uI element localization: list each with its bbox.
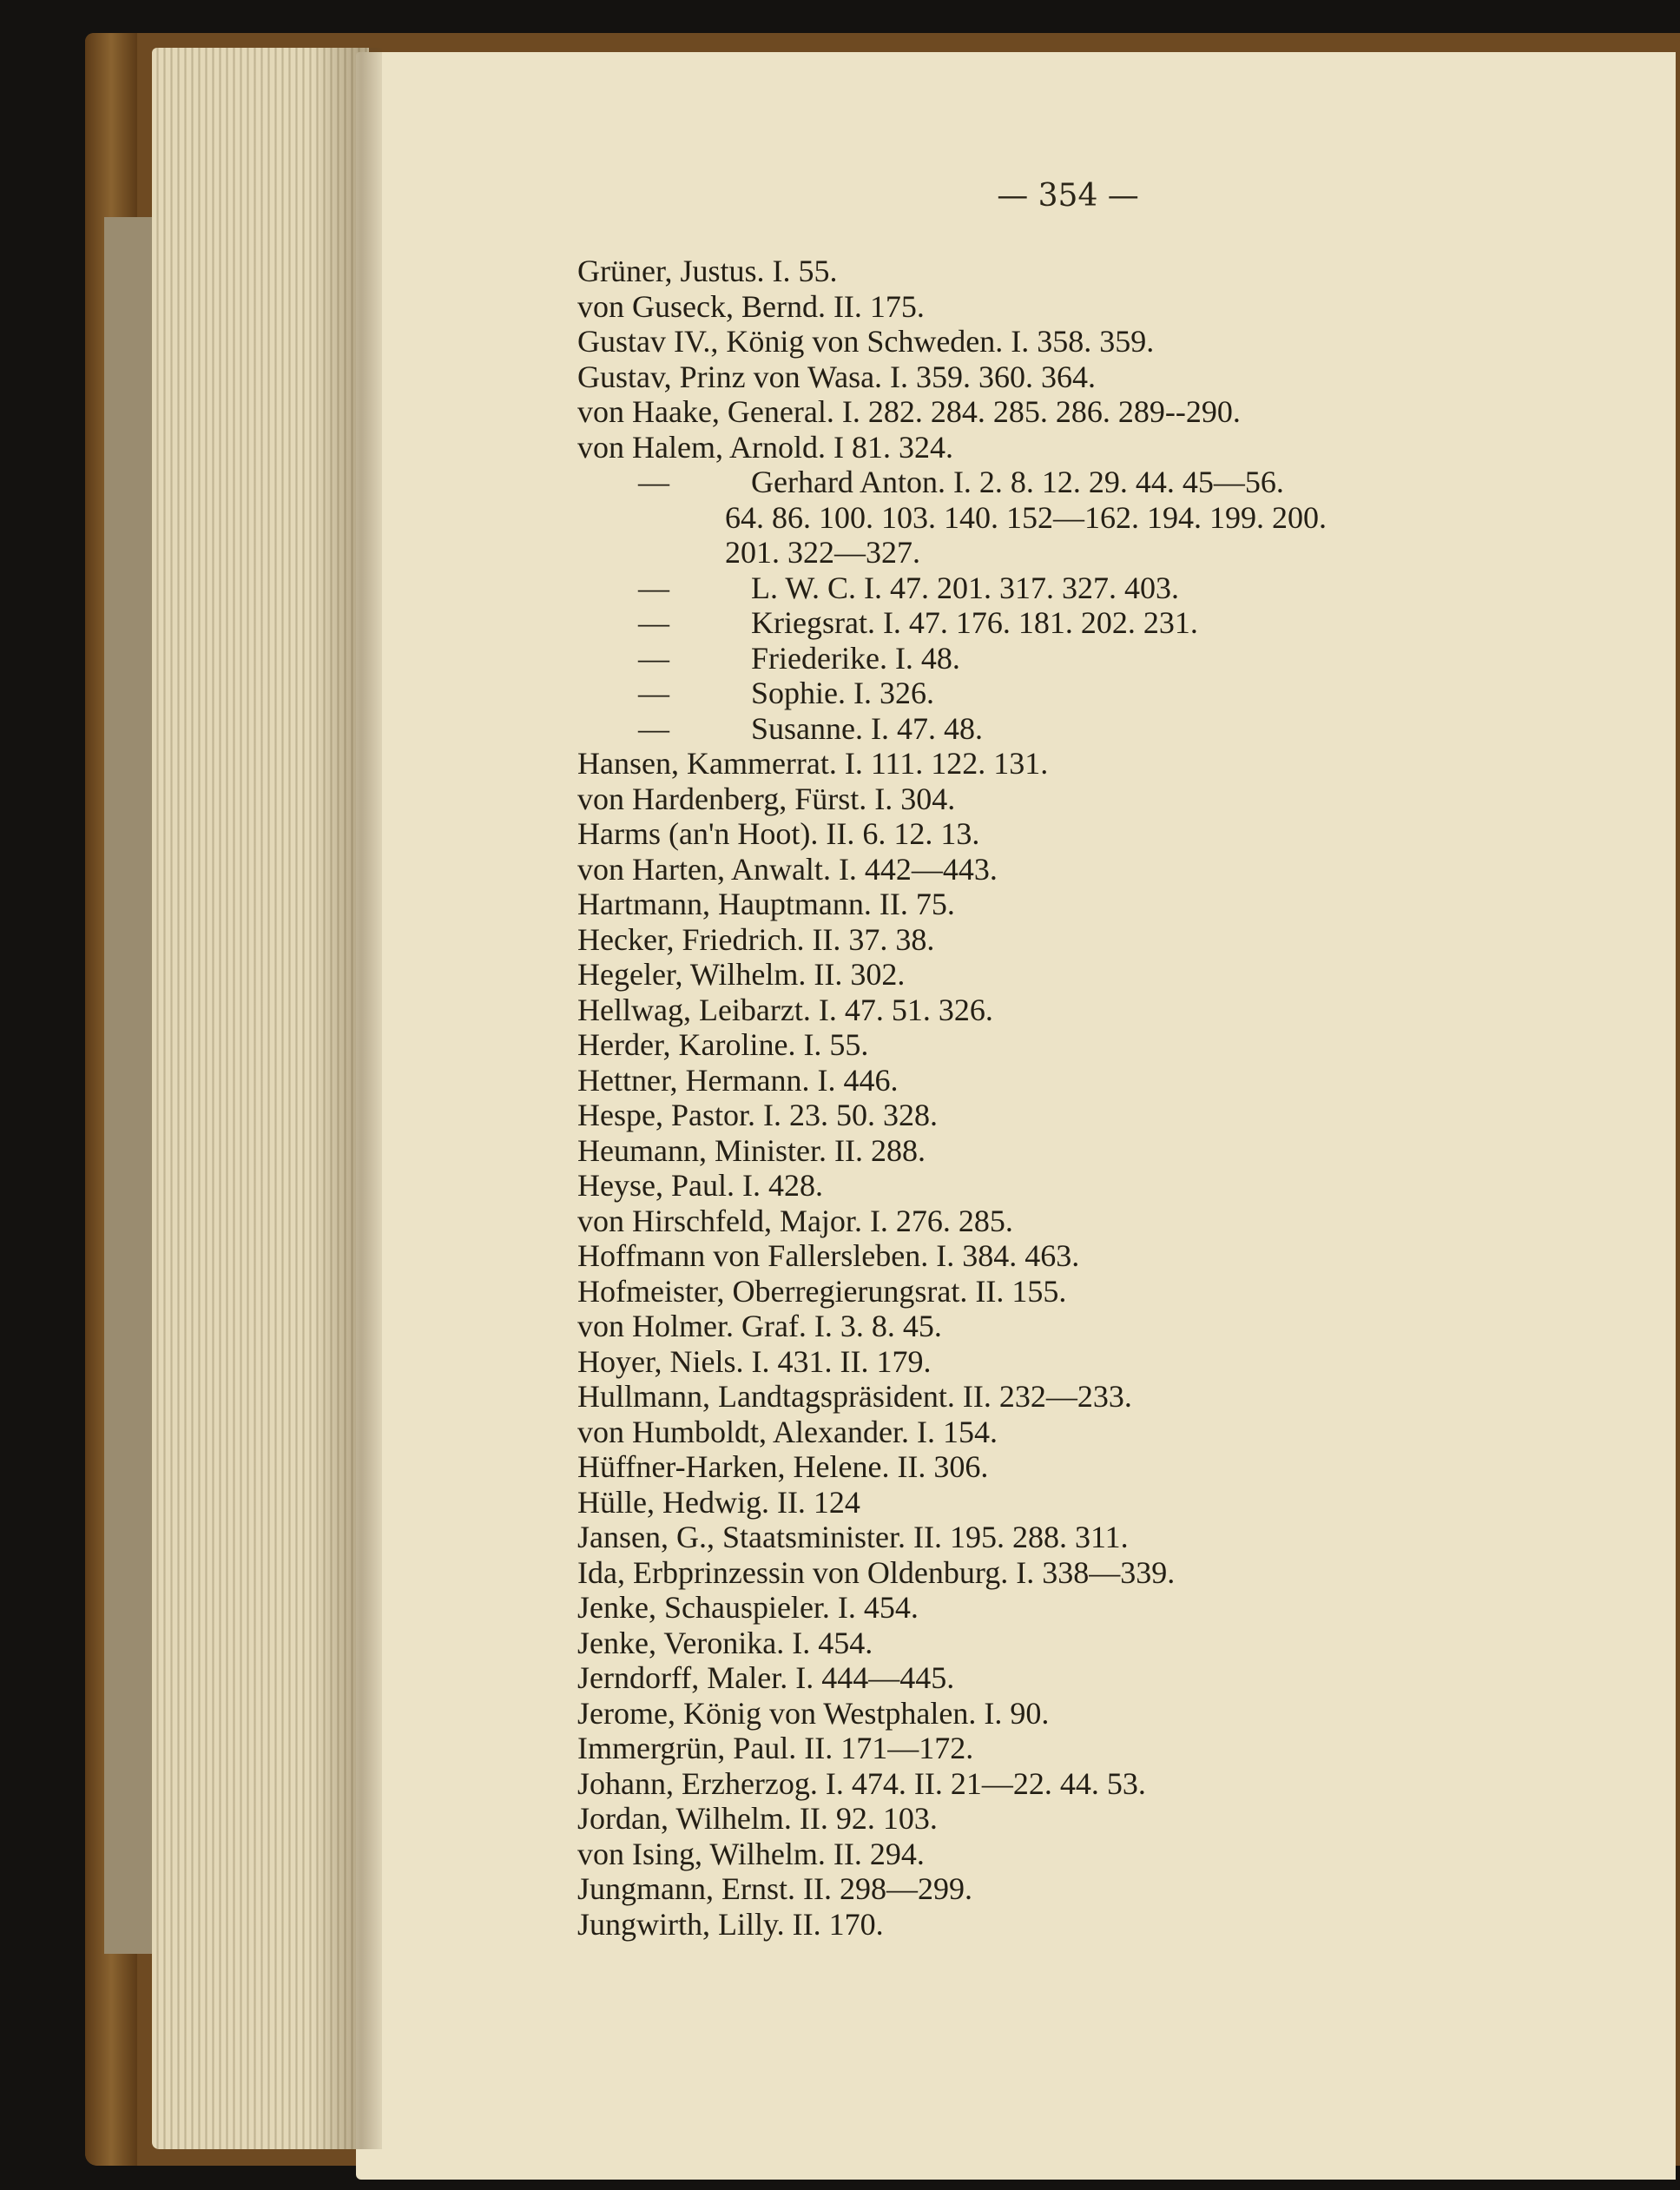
ditto-dash: — [638,640,669,676]
entry-text: von Hirschfeld, Major. I. 276. 285. [577,1203,1013,1238]
entry-text: Jansen, G., Staatsminister. II. 195. 288. 311. [577,1520,1129,1554]
entry-text: Hullmann, Landtagspräsident. II. 232—233. [577,1379,1132,1414]
entry-text: Jenke, Schauspieler. I. 454. [577,1590,919,1625]
index-entry [577,1415,1663,1450]
index-entry [577,1063,1663,1098]
index-entry [577,360,1663,395]
entry-text: 201. 322—327. [725,535,920,570]
index-entry [577,1520,1663,1555]
index-entry [577,1555,1663,1591]
index-entry [577,394,1663,430]
entry-text: von Harten, Anwalt. I. 442—443. [577,851,998,887]
index-entry [577,1907,1663,1943]
entry-text: Hegeler, Wilhelm. II. 302. [577,957,906,992]
index-entry [577,1133,1663,1169]
entry-text: von Halem, Arnold. I 81. 324. [577,429,953,465]
index-entry [577,852,1663,887]
entry-text: von Holmer. Graf. I. 3. 8. 45. [577,1309,942,1343]
entry-text: Gustav, Prinz von Wasa. I. 359. 360. 364. [577,359,1097,394]
entry-text: Friederike. I. 48. [751,640,960,676]
page-number: — 354 — [997,178,1139,214]
entry-text: Jerome, König von Westphalen. I. 90. [577,1695,1050,1731]
index-subentry [577,465,1663,500]
index-entry [577,993,1663,1028]
entry-text: Gustav IV., König von Schweden. I. 358. 359. [577,324,1155,359]
entry-text: Hansen, Kammerrat. I. 111. 122. 131. [577,746,1049,781]
index-entry [577,816,1663,852]
index-entry [577,1379,1663,1415]
index-entry [577,1485,1663,1520]
entry-text: Johann, Erzherzog. I. 474. II. 21—22. 44. 53. [577,1765,1146,1801]
index-entry [577,1449,1663,1485]
index-entry [577,746,1663,782]
index-entry [577,782,1663,817]
index-entry [577,1309,1663,1344]
index-entry [577,1590,1663,1626]
entry-text: Herder, Karoline. I. 55. [577,1027,869,1062]
entry-text: Hülle, Hedwig. II. 124 [577,1484,860,1520]
entry-text: Ida, Erbprinzessin von Oldenburg. I. 338—339. [577,1554,1176,1590]
entry-text: Gerhard Anton. I. 2. 8. 12. 29. 44. 45—56. [751,465,1284,499]
index-subentry [577,711,1663,747]
entry-text: von Haake, General. I. 282. 284. 285. 286. 289--290. [577,394,1241,429]
index-entry [577,1801,1663,1837]
index-entry [577,1871,1663,1907]
entry-text: Hellwag, Leibarzt. I. 47. 51. 326. [577,992,993,1027]
entry-text: Heyse, Paul. I. 428. [577,1168,823,1203]
index-entry [577,1696,1663,1732]
index-subentry [577,676,1663,711]
index-subentry [577,571,1663,606]
entry-text: 64. 86. 100. 103. 140. 152—162. 194. 199. 200. [725,499,1327,535]
entry-text: Grüner, Justus. I. 55. [577,254,838,288]
entry-text: L. W. C. I. 47. 201. 317. 327. 403. [751,570,1180,605]
index-entry [577,887,1663,922]
entry-text: Harms (an'n Hoot). II. 6. 12. 13. [577,816,980,851]
entry-text: Hecker, Friedrich. II. 37. 38. [577,921,935,957]
entry-text: von Hardenberg, Fürst. I. 304. [577,781,956,816]
index-entry [577,289,1663,325]
entry-text: Hespe, Pastor. I. 23. 50. 328. [577,1098,938,1132]
entry-text: Sophie. I. 326. [751,676,934,710]
index-entry [577,1344,1663,1380]
entry-text: Hüffner-Harken, Helene. II. 306. [577,1449,989,1484]
index-entry [577,957,1663,993]
index-entry [577,1626,1663,1661]
index-entry-continuation [577,535,1663,571]
entry-text: Jungwirth, Lilly. II. 170. [577,1906,884,1942]
entry-text: Jordan, Wilhelm. II. 92. 103. [577,1801,938,1836]
entry-text: Heumann, Minister. II. 288. [577,1132,926,1168]
entry-text: von Ising, Wilhelm. II. 294. [577,1836,925,1871]
ditto-dash: — [638,676,669,710]
index-entry [577,324,1663,360]
entry-text: Hartmann, Hauptmann. II. 75. [577,887,955,921]
ditto-dash: — [638,605,669,640]
index-entry [577,1731,1663,1766]
entry-text: Jungmann, Ernst. II. 298—299. [577,1871,972,1906]
entry-text: Kriegsrat. I. 47. 176. 181. 202. 231. [751,605,1198,640]
index-entry [577,1837,1663,1872]
entry-text: Hofmeister, Oberregierungsrat. II. 155. [577,1273,1067,1309]
index-entry [577,1238,1663,1274]
index-entry [577,1660,1663,1696]
entry-text: Susanne. I. 47. 48. [751,710,983,746]
index-entry [577,1168,1663,1204]
index-entry [577,1274,1663,1309]
ditto-dash: — [638,465,669,499]
index-entry [577,1098,1663,1133]
entry-text: Jenke, Veronika. I. 454. [577,1625,873,1660]
entry-text: Jerndorff, Maler. I. 444—445. [577,1660,955,1695]
entry-text: Immergrün, Paul. II. 171—172. [577,1731,974,1765]
ditto-dash: — [638,710,669,746]
entry-text: von Humboldt, Alexander. I. 154. [577,1414,998,1449]
index-subentry [577,641,1663,676]
entry-text: Hettner, Hermann. I. 446. [577,1062,899,1098]
entry-text: von Guseck, Bernd. II. 175. [577,288,925,324]
entry-text: Hoffmann von Fallersleben. I. 384. 463. [577,1238,1080,1273]
gutter-shadow [313,48,382,2149]
index-entries [577,254,1663,1942]
index-entry [577,1027,1663,1063]
index-entry [577,254,1663,289]
index-entry [577,1204,1663,1239]
index-entry [577,922,1663,958]
index-entry-continuation [577,500,1663,536]
index-subentry [577,605,1663,641]
index-entry [577,1766,1663,1802]
index-entry [577,430,1663,465]
ditto-dash: — [638,570,669,605]
entry-text: Hoyer, Niels. I. 431. II. 179. [577,1343,932,1379]
